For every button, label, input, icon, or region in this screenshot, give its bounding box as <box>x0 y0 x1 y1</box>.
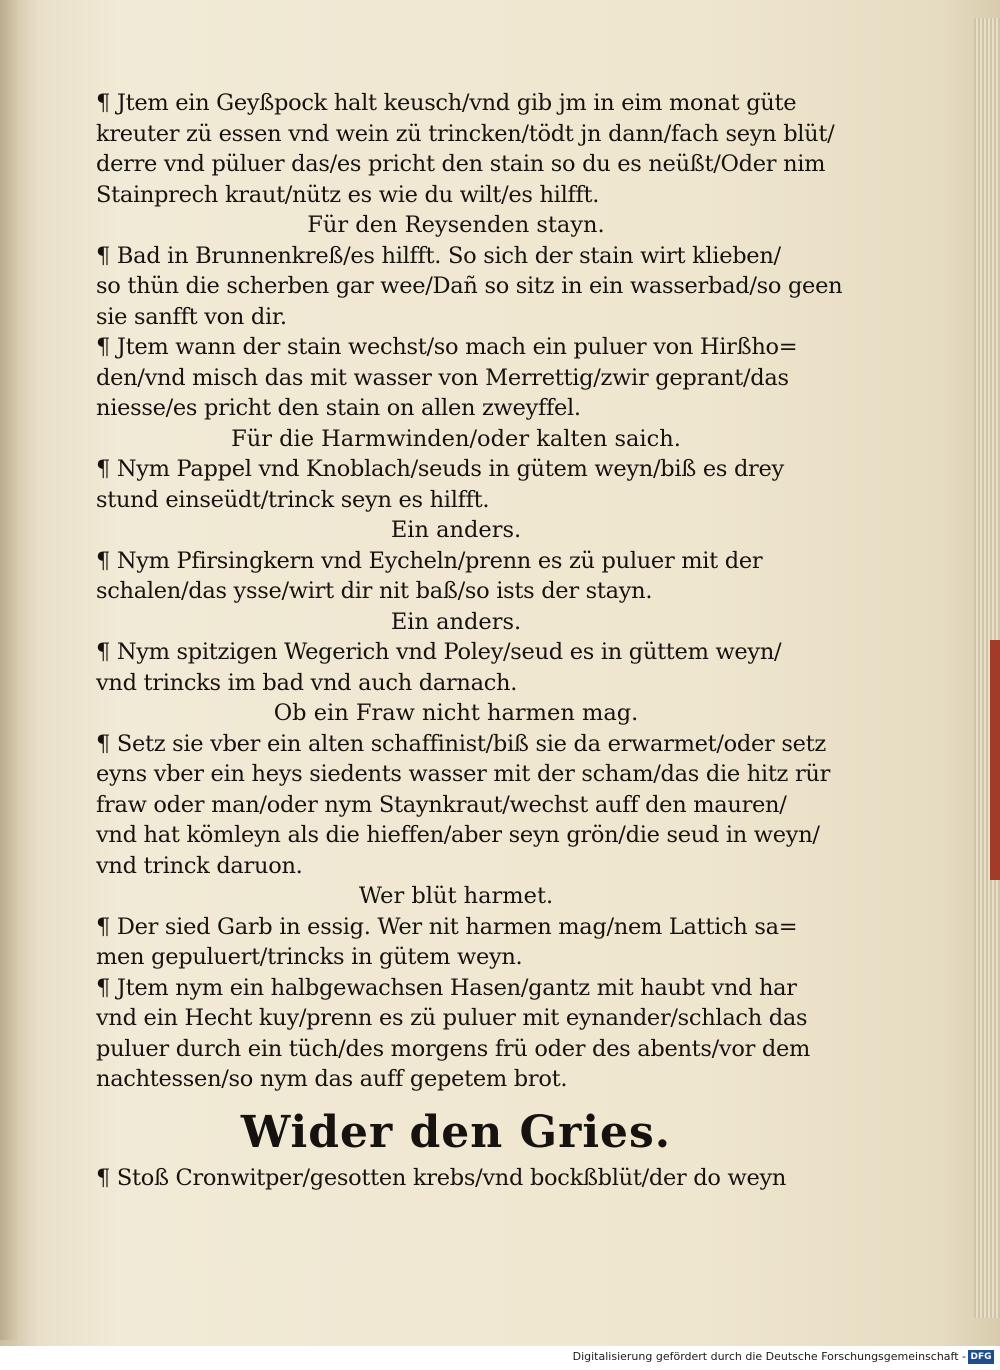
text-line: ¶ Nym Pappel vnd Knoblach/seuds in gütem weyn/biß es drey <box>96 456 784 482</box>
text-line: puluer durch ein tüch/des morgens frü oder des abents/vor dem <box>96 1035 811 1062</box>
section-heading: Wer blüt harmet. <box>358 883 554 909</box>
text-line: men gepuluert/trincks in gütem weyn. <box>96 944 523 970</box>
text-line: ¶ Bad in Brunnenkreß/es hilfft. So sich der stain wirt klieben/ <box>96 242 781 269</box>
text-line: ¶ Stoß Cronwitper/gesotten krebs/vnd bockßblüt/der do weyn <box>96 1164 787 1191</box>
section-heading: Ob ein Fraw nicht harmen mag. <box>273 700 639 726</box>
text-line: vnd ein Hecht kuy/prenn es zü puluer mit eynander/schlach das <box>96 1005 808 1031</box>
section-heading: Für die Harmwinden/oder kalten saich. <box>231 425 681 452</box>
text-line: ¶ Setz sie vber ein alten schaffinist/biß sie da erwarmet/oder setz <box>96 730 826 757</box>
dfg-logo-icon: DFG <box>968 1350 994 1364</box>
section-heading: Ein anders. <box>390 517 522 543</box>
page-text <box>96 88 843 1193</box>
text-line: fraw oder man/oder nym Staynkraut/wechst auff den mauren/ <box>96 791 787 818</box>
text-line: derre vnd püluer das/es pricht den stain so du es neüßt/Oder nim <box>96 151 826 177</box>
text-line: kreuter zü essen vnd wein zü trincken/tödt jn dann/fach seyn blüt/ <box>96 120 835 147</box>
text-line: ¶ Nym spitzigen Wegerich vnd Poley/seud es in güttem weyn/ <box>96 639 782 665</box>
text-line: niesse/es pricht den stain on allen zweyffel. <box>96 395 581 421</box>
text-line: stund einseüdt/trinck seyn es hilfft. <box>96 486 490 513</box>
text-line: nachtessen/so nym das auff gepetem brot. <box>96 1066 568 1092</box>
text-line: vnd trincks im bad vnd auch darnach. <box>96 669 518 696</box>
text-line: ¶ Jtem wann der stain wechst/so mach ein puluer von Hirßho= <box>96 334 798 360</box>
text-line: den/vnd misch das mit wasser von Merrettig/zwir geprant/das <box>96 364 789 391</box>
bookmark-ribbon <box>990 640 1000 880</box>
funding-credit: Digitalisierung gefördert durch die Deutsche Forschungsgemeinschaft - <box>572 1350 966 1363</box>
text-line: so thün die scherben gar wee/Dañ so sitz in ein wasserbad/so geen <box>96 273 843 299</box>
text-line: ¶ Nym Pfirsingkern vnd Eycheln/prenn es zü puluer mit der <box>96 547 763 574</box>
text-line: eyns vber ein heys siedents wasser mit der scham/das die hitz rür <box>96 761 831 787</box>
text-line: ¶ Jtem ein Geyßpock halt keusch/vnd gib jm in eim monat güte <box>96 90 797 116</box>
book-binding <box>0 0 18 1340</box>
chapter-title: Wider den Gries. <box>240 1106 672 1158</box>
text-line: Stainprech kraut/nütz es wie du wilt/es hilfft. <box>96 181 600 208</box>
text-line: ¶ Der sied Garb in essig. Wer nit harmen mag/nem Lattich sa= <box>96 913 798 940</box>
section-heading: Ein anders. <box>390 608 522 635</box>
text-line: vnd hat kömleyn als die hieffen/aber seyn grön/die seud in weyn/ <box>96 822 820 848</box>
text-line: sie sanfft von dir. <box>96 303 287 330</box>
text-line: vnd trinck daruon. <box>96 852 303 879</box>
text-line: schalen/das ysse/wirt dir nit baß/so ists der stayn. <box>96 578 653 604</box>
section-heading: Für den Reysenden stayn. <box>307 212 605 238</box>
text-line: ¶ Jtem nym ein halbgewachsen Hasen/gantz mit haubt vnd har <box>96 974 797 1001</box>
